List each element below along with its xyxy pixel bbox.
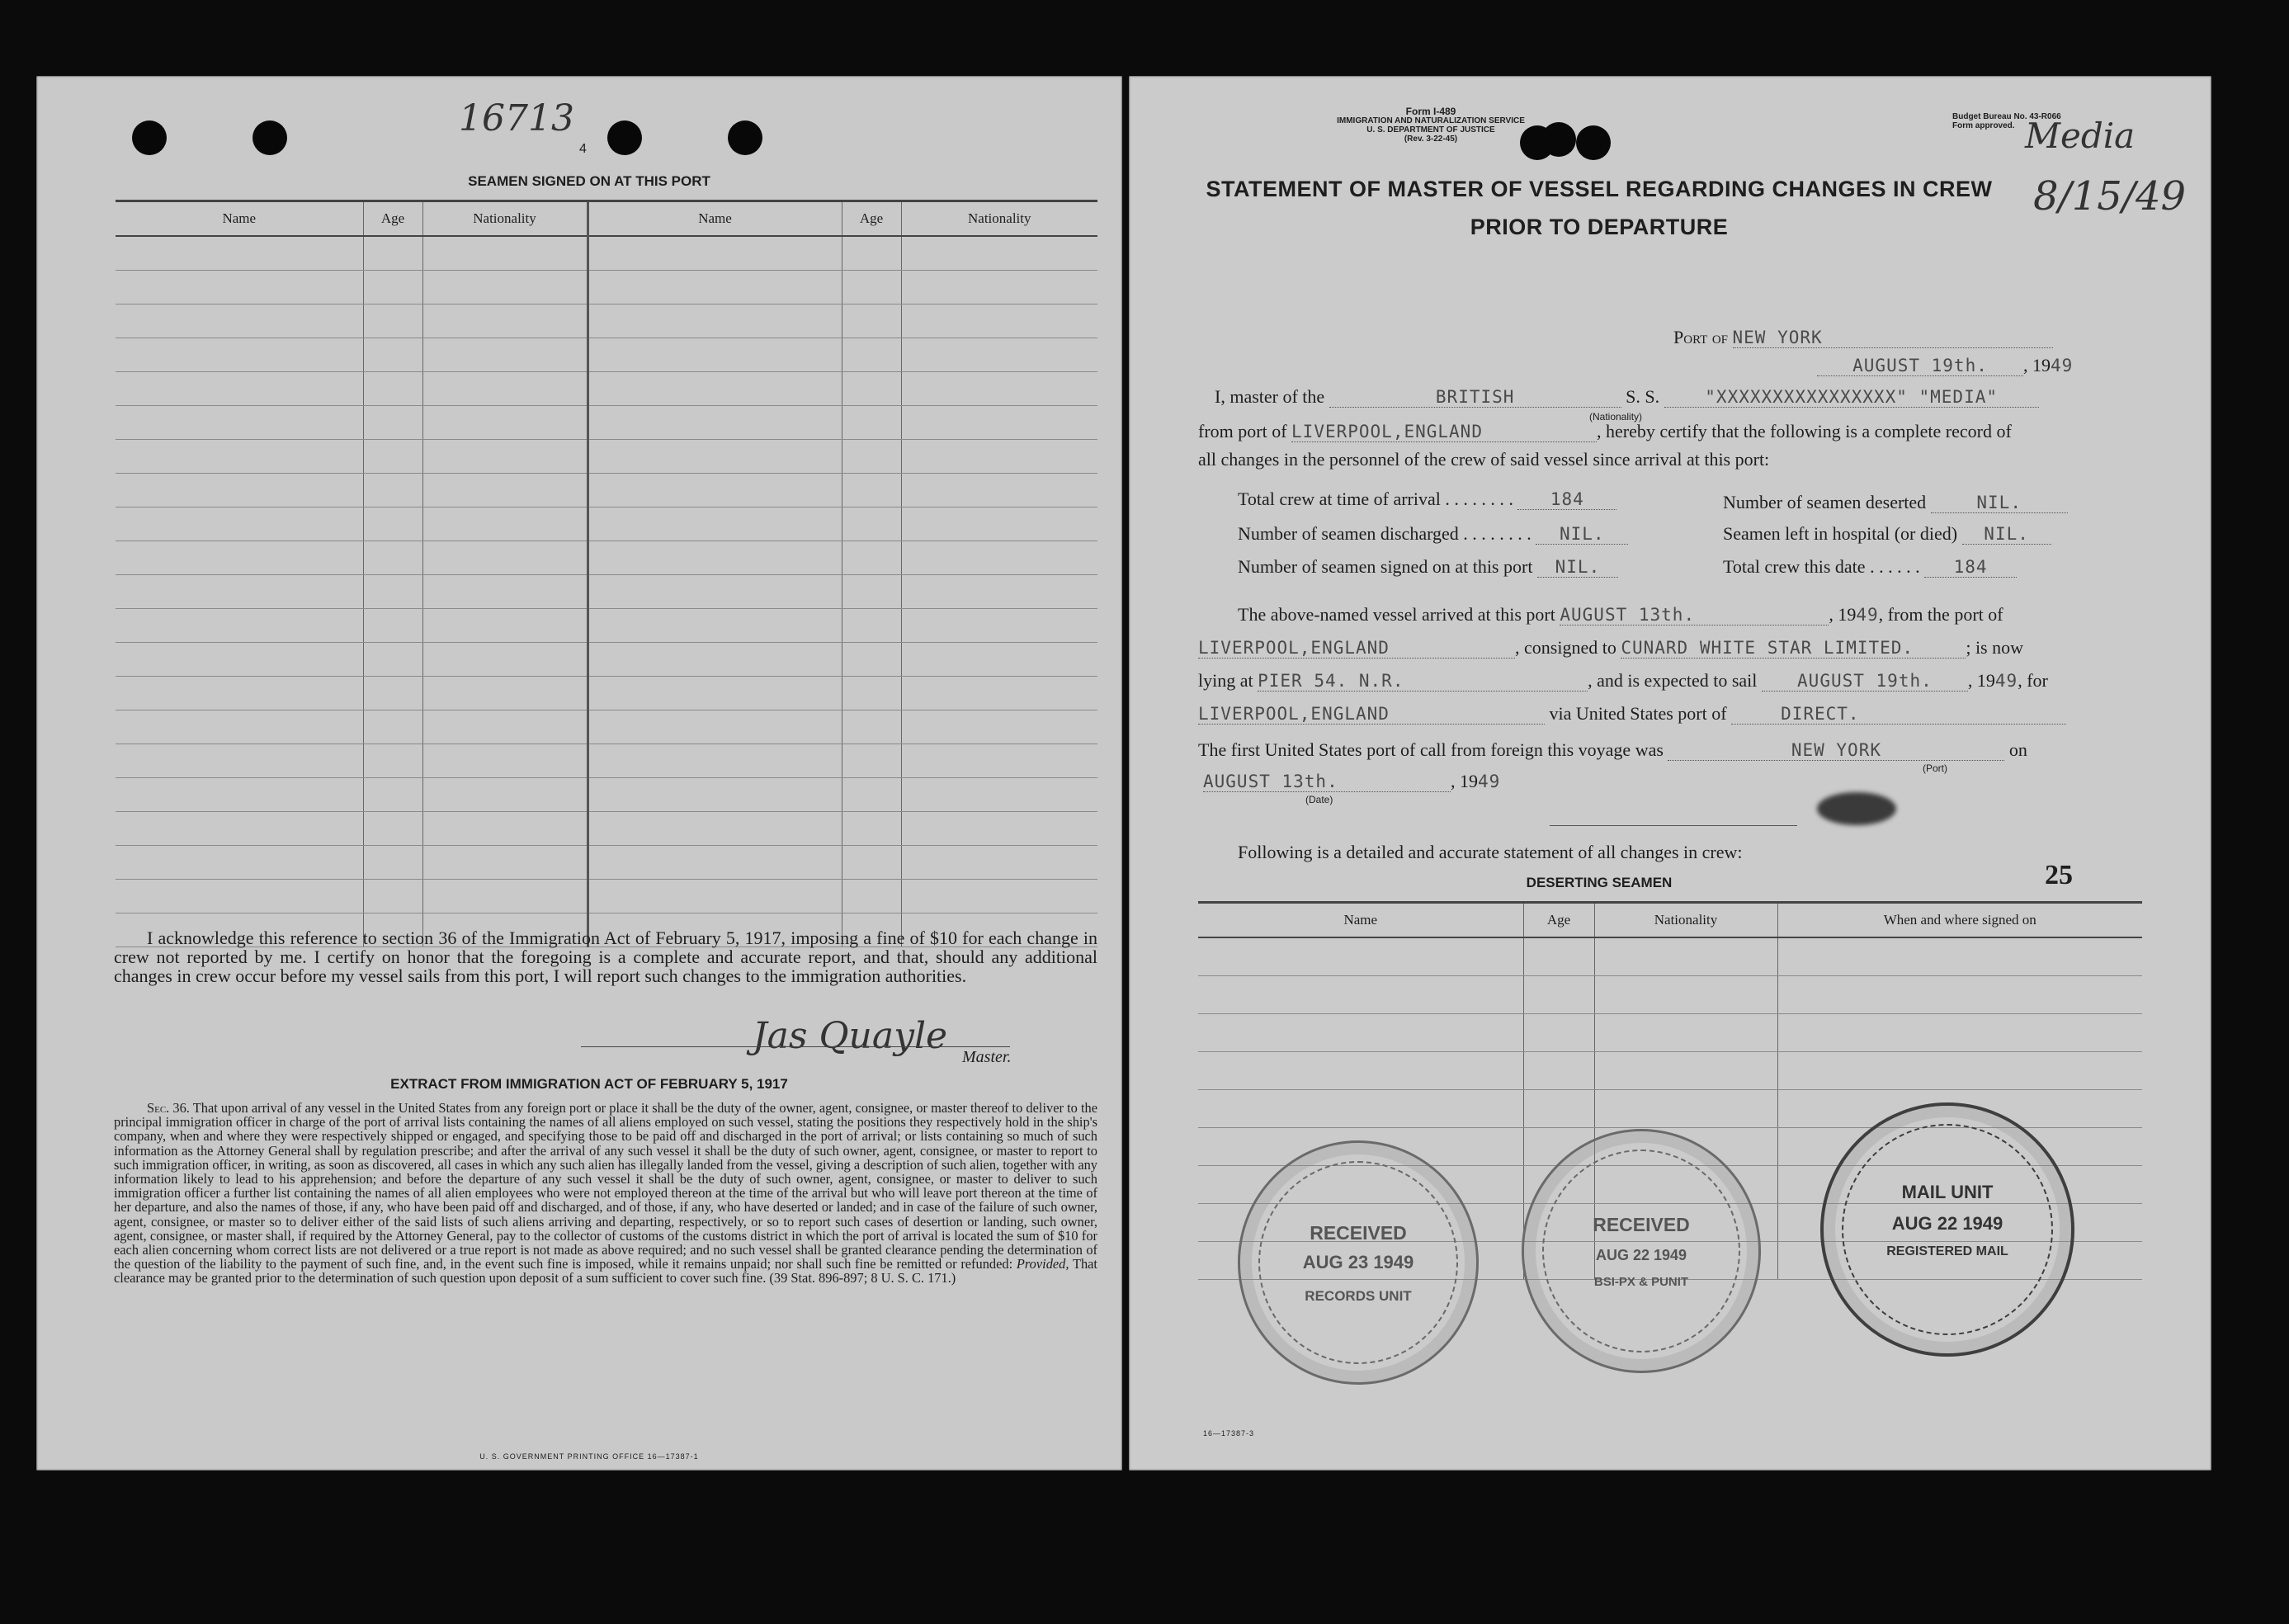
nationality-caption: (Nationality) xyxy=(1589,411,1643,423)
table-cell xyxy=(116,609,363,643)
table-cell xyxy=(901,744,1097,778)
table-cell xyxy=(588,406,842,440)
table-cell xyxy=(116,474,363,508)
stat-value: NIL. xyxy=(1536,524,1628,545)
column-header-nationality: Nationality xyxy=(1594,904,1777,937)
lying-at-label: lying at xyxy=(1198,670,1253,691)
stat-label: Number of seamen signed on at this port xyxy=(1238,556,1533,577)
first-port-row xyxy=(1198,739,2027,761)
table-row xyxy=(116,541,1097,575)
handwritten-date: 8/15/49 xyxy=(2033,173,2187,220)
stamp-line2: AUG 23 1949 xyxy=(1302,1252,1414,1272)
table-cell xyxy=(588,880,842,914)
seamen-signed-on-table xyxy=(116,202,1097,947)
year-prefix: 19 xyxy=(2032,355,2051,375)
right-page xyxy=(1129,76,2211,1471)
table-cell xyxy=(422,710,588,744)
table-cell xyxy=(1777,1052,2142,1090)
lying-row: lying at PIER 54. N.R. , and is expected to sail AUGUST 19th. , 1949, for xyxy=(1198,670,2048,691)
table-cell xyxy=(1777,976,2142,1014)
stat-label: Seamen left in hospital (or died) xyxy=(1723,523,1958,544)
table-cell xyxy=(1523,1052,1594,1090)
table-row xyxy=(116,846,1097,880)
table-row xyxy=(116,778,1097,812)
table-cell xyxy=(422,508,588,541)
table-row xyxy=(116,880,1097,914)
table-cell xyxy=(363,846,422,880)
date-value: AUGUST 19th. xyxy=(1817,356,2023,376)
signature-line xyxy=(581,1046,1010,1047)
table-cell xyxy=(363,440,422,474)
table-cell xyxy=(842,846,901,880)
table-row xyxy=(116,372,1097,406)
table-cell xyxy=(422,271,588,304)
form-revision: (Rev. 3-22-45) xyxy=(1404,135,1458,144)
table-row xyxy=(1198,1014,2142,1052)
table-cell xyxy=(116,440,363,474)
table-cell xyxy=(422,338,588,372)
year-suffix: 49 xyxy=(1856,605,1879,625)
destination-row xyxy=(1198,703,2066,725)
table-row xyxy=(116,271,1097,304)
table-cell xyxy=(116,846,363,880)
table-row xyxy=(116,406,1097,440)
table-cell xyxy=(901,474,1097,508)
table-cell xyxy=(588,812,842,846)
first-port-label: The first United States port of call from foreign this voyage was xyxy=(1198,739,1664,760)
table-cell xyxy=(363,778,422,812)
form-title-line2: PRIOR TO DEPARTURE xyxy=(1470,215,1729,239)
stat-value: NIL. xyxy=(1962,524,2051,545)
table-cell xyxy=(422,440,588,474)
table-cell xyxy=(842,643,901,677)
table-cell xyxy=(116,677,363,710)
table-row xyxy=(1198,1052,2142,1090)
certify-row: all changes in the personnel of the crew of said vessel since arrival at this port: xyxy=(1198,449,1770,470)
stat-signed-on xyxy=(1238,556,1618,578)
table-cell xyxy=(363,812,422,846)
expected-label: , and is expected to sail xyxy=(1588,670,1758,691)
column-header-name: Name xyxy=(116,202,363,236)
stamp-line2: AUG 22 1949 xyxy=(1595,1247,1687,1263)
extract-end: That clearance may be granted prior to the determination of such question upon deposit of a sum sufficient to cover such fine. xyxy=(114,1256,1097,1286)
short-rule xyxy=(1550,825,1797,826)
column-header-age: Age xyxy=(842,202,901,236)
table-cell xyxy=(842,710,901,744)
table-cell xyxy=(363,304,422,338)
master-row xyxy=(1215,386,2039,408)
first-date: AUGUST 13th. xyxy=(1203,772,1451,792)
table-cell xyxy=(901,508,1097,541)
table-cell xyxy=(901,812,1097,846)
on-label: on xyxy=(2008,739,2027,760)
column-header-name: Name xyxy=(588,202,842,236)
table-cell xyxy=(422,406,588,440)
stat-deserted xyxy=(1723,492,2068,513)
table-cell xyxy=(422,236,588,271)
stamp-line3: RECORDS UNIT xyxy=(1305,1288,1412,1304)
table-cell xyxy=(842,271,901,304)
table-cell xyxy=(116,778,363,812)
table-cell xyxy=(901,372,1097,406)
lying-at-value: PIER 54. N.R. xyxy=(1258,671,1588,692)
column-header-age: Age xyxy=(363,202,422,236)
table-cell xyxy=(588,372,842,406)
stat-label: Total crew this date xyxy=(1723,556,1866,577)
stat-label: Number of seamen deserted xyxy=(1723,492,1927,512)
stat-value: NIL. xyxy=(1537,557,1618,578)
stat-label: Total crew at time of arrival xyxy=(1238,489,1441,509)
stamp-line2: AUG 22 1949 xyxy=(1891,1213,2003,1234)
stamp-line1: RECEIVED xyxy=(1310,1222,1407,1244)
port-value: NEW YORK xyxy=(1733,328,2053,348)
table-cell xyxy=(116,575,363,609)
received-stamp xyxy=(1522,1129,1761,1373)
table-cell xyxy=(1594,1052,1777,1090)
table-cell xyxy=(1198,976,1523,1014)
printing-office: U. S. GOVERNMENT PRINTING OFFICE 16—17387-1 xyxy=(479,1452,699,1461)
stamp-line1: RECEIVED xyxy=(1593,1214,1690,1235)
table-cell xyxy=(901,236,1097,271)
via-port: DIRECT. xyxy=(1731,704,2066,725)
table-row xyxy=(116,609,1097,643)
table-cell xyxy=(588,575,842,609)
table-row xyxy=(116,508,1097,541)
arrived-date: AUGUST 13th. xyxy=(1560,605,1829,626)
table-cell xyxy=(588,710,842,744)
table-cell xyxy=(1594,937,1777,976)
handwritten-ship: Media xyxy=(2025,116,2136,156)
table-cell xyxy=(363,541,422,575)
nationality-value: BRITISH xyxy=(1329,387,1621,408)
table-cell xyxy=(363,236,422,271)
form-number: Form I-489 xyxy=(1405,106,1456,117)
table-cell xyxy=(422,846,588,880)
year-suffix: 49 xyxy=(1478,772,1501,791)
table-cell xyxy=(1594,1014,1777,1052)
table-cell xyxy=(842,880,901,914)
column-header-nationality: Nationality xyxy=(422,202,588,236)
table-row xyxy=(116,812,1097,846)
certify-text: , hereby certify that the following is a complete record of xyxy=(1597,421,2012,441)
from-port-label: from port of xyxy=(1198,421,1287,441)
table-cell xyxy=(901,406,1097,440)
extract-text xyxy=(114,1101,1097,1286)
table-cell xyxy=(422,372,588,406)
arrived-row: The above-named vessel arrived at this port AUGUST 13th. , 1949, from the port of xyxy=(1238,604,2003,625)
mail-unit-stamp xyxy=(1820,1102,2074,1357)
table-cell xyxy=(842,406,901,440)
first-date-row: AUGUST 13th. , 1949 xyxy=(1203,771,1501,791)
port-caption: (Port) xyxy=(1923,762,1947,774)
table-cell xyxy=(588,677,842,710)
table-cell xyxy=(588,609,842,643)
table-cell xyxy=(588,474,842,508)
table-cell xyxy=(588,338,842,372)
form-title-line1: STATEMENT OF MASTER OF VESSEL REGARDING CHANGES IN CREW xyxy=(1206,177,1993,201)
extract-citation: (39 Stat. 896-897; 8 U. S. C. 171.) xyxy=(769,1270,956,1286)
table-cell xyxy=(116,643,363,677)
from-port-value: LIVERPOOL,ENGLAND xyxy=(1291,422,1597,442)
deserting-title: DESERTING SEAMEN xyxy=(1526,875,1673,890)
table-row xyxy=(116,677,1097,710)
table-row xyxy=(116,710,1097,744)
table-cell xyxy=(363,643,422,677)
table-row xyxy=(1198,937,2142,976)
table-cell xyxy=(1523,937,1594,976)
punch-hole xyxy=(132,120,167,155)
table-cell xyxy=(422,812,588,846)
table-cell xyxy=(842,812,901,846)
arrived-label: The above-named vessel arrived at this port xyxy=(1238,604,1555,625)
table-cell xyxy=(842,609,901,643)
handwritten-number: 16713 xyxy=(459,97,574,139)
table-row xyxy=(116,304,1097,338)
ink-smudge xyxy=(1817,792,1896,825)
table-cell xyxy=(901,643,1097,677)
form-block xyxy=(1200,107,1662,144)
form-approved: Form approved. xyxy=(1952,121,2015,130)
extract-provided: Provided, xyxy=(1016,1256,1069,1272)
year-suffix: 49 xyxy=(1994,671,2018,691)
table-row xyxy=(116,440,1097,474)
table-cell xyxy=(363,710,422,744)
table-cell xyxy=(901,778,1097,812)
table-cell xyxy=(363,609,422,643)
table-cell xyxy=(422,880,588,914)
deserting-number: 25 xyxy=(2045,860,2073,890)
table-cell xyxy=(842,372,901,406)
consigned-label: , consigned to xyxy=(1515,637,1616,658)
table-cell xyxy=(116,271,363,304)
table-cell xyxy=(588,541,842,575)
table-row xyxy=(116,474,1097,508)
table-cell xyxy=(363,508,422,541)
column-header-signed-on: When and where signed on xyxy=(1777,904,2142,937)
ss-label: S. S. xyxy=(1626,386,1660,407)
table-cell xyxy=(363,575,422,609)
stat-discharged: Number of seamen discharged . . . . . . . . NIL. xyxy=(1238,523,1628,545)
table-cell xyxy=(842,677,901,710)
signed-on-title: SEAMEN SIGNED ON AT THIS PORT xyxy=(468,173,710,189)
table-cell xyxy=(363,271,422,304)
table-cell xyxy=(842,541,901,575)
table-cell xyxy=(1198,937,1523,976)
received-stamp xyxy=(1238,1140,1479,1385)
table-cell xyxy=(116,338,363,372)
table-cell xyxy=(422,643,588,677)
from-the-port-label: , from the port of xyxy=(1878,604,2003,625)
table-row xyxy=(116,338,1097,372)
table-cell xyxy=(588,304,842,338)
table-cell xyxy=(422,744,588,778)
table-cell xyxy=(901,880,1097,914)
table-cell xyxy=(1523,976,1594,1014)
first-port: NEW YORK xyxy=(1668,740,2004,761)
column-header-nationality: Nationality xyxy=(901,202,1097,236)
table-cell xyxy=(116,304,363,338)
stat-value: NIL. xyxy=(1931,493,2068,513)
table-cell xyxy=(363,744,422,778)
table-cell xyxy=(1594,1090,1777,1128)
table-cell xyxy=(901,271,1097,304)
form-agency: IMMIGRATION AND NATURALIZATION SERVICE xyxy=(1337,116,1525,125)
table-cell xyxy=(1594,976,1777,1014)
table-cell xyxy=(116,508,363,541)
table-cell xyxy=(363,677,422,710)
table-cell xyxy=(363,880,422,914)
year-prefix: 19 xyxy=(1976,670,1995,691)
table-cell xyxy=(901,440,1097,474)
table-cell xyxy=(363,372,422,406)
page-number: 4 xyxy=(579,142,587,156)
budget-number: Budget Bureau No. 43-R066 xyxy=(1952,112,2061,121)
printing-code: 16—17387-3 xyxy=(1203,1429,1255,1438)
table-cell xyxy=(422,541,588,575)
sail-date: AUGUST 19th. xyxy=(1762,671,1968,692)
extract-section-label: Sec. 36. xyxy=(147,1100,190,1116)
table-cell xyxy=(588,846,842,880)
table-cell xyxy=(901,575,1097,609)
table-cell xyxy=(422,304,588,338)
master-signature: Jas Quayle xyxy=(753,1015,948,1057)
table-cell xyxy=(901,541,1097,575)
ship-name: "XXXXXXXXXXXXXXXX" "MEDIA" xyxy=(1664,387,2039,408)
extract-body: That upon arrival of any vessel in the United States from any foreign port or place it shall be the duty of the owner, agent, consignee, or master thereof to deliver to the principal immigration officer in charge of the port of arrival lists containing the names of all aliens employed on such vessel, stating the positions they respectively hold in the ship's company, when and where they were respectively shipped or engaged, and specifying those to be paid off and discharged in the port of arrival; or lists containing so much of such information as the Attorney General shall by regulation prescribe; and after the arrival of any such vessel it shall be the duty of such owner, agent, consignee, or master to report to such immigration officer, in writing, as soon as discovered, all cases in which any such alien has illegally landed from the vessel, giving a description of such alien, together with any information likely to lead to his apprehension; and before the departure of any such vessel it shall be the duty of such owner, agent, consignee, or master to deliver to such immigration officer a further list containing the names of all alien employees who were not employed thereon at the time of the arrival but who will leave port thereon at the time of her departure, and also the names of those, if any, who have been paid off and discharged, and of those, if any, who have deserted or landed; and in case of the failure of such owner, agent, consignee, or master so to deliver either of the said lists of such aliens arriving and departing, respectively, or so to report such cases of desertion or landing, such owner, agent, consignee, or master shall, if required by the Attorney General, pay to the collector of customs of the customs district in which the port of arrival is located the sum of $10 for each alien concerning whom correct lists are not delivered or a true report is not made as above required; and no such vessel shall be granted clearance pending the determination of the question of the liability to the payment of such fine, and, in the event such fine is imposed, while it remains unpaid; nor shall such fine be remitted or refunded: xyxy=(114,1100,1097,1272)
arrived-from: LIVERPOOL,ENGLAND xyxy=(1198,638,1515,659)
table-cell xyxy=(901,338,1097,372)
table-cell xyxy=(116,236,363,271)
table-cell xyxy=(422,575,588,609)
table-cell xyxy=(901,609,1097,643)
table-cell xyxy=(588,236,842,271)
table-row xyxy=(116,744,1097,778)
master-of-label: I, master of the xyxy=(1215,386,1325,407)
table-cell xyxy=(588,643,842,677)
via-label: via United States port of xyxy=(1549,703,1727,724)
year-prefix: 19 xyxy=(1460,771,1478,791)
table-cell xyxy=(588,440,842,474)
stat-hospital xyxy=(1723,523,2051,545)
table-cell xyxy=(1198,1052,1523,1090)
destination: LIVERPOOL,ENGLAND xyxy=(1198,704,1545,725)
year-prefix: 19 xyxy=(1838,604,1857,625)
table-cell xyxy=(1777,1014,2142,1052)
table-cell xyxy=(422,778,588,812)
consignee: CUNARD WHITE STAR LIMITED. xyxy=(1621,638,1966,659)
table-cell xyxy=(116,406,363,440)
table-cell xyxy=(1198,1014,1523,1052)
table-row xyxy=(116,575,1097,609)
date-row: AUGUST 19th. , 1949 xyxy=(1817,355,2073,376)
table-cell xyxy=(901,710,1097,744)
following-text: Following is a detailed and accurate statement of all changes in crew: xyxy=(1238,842,1743,862)
table-cell xyxy=(116,812,363,846)
table-row xyxy=(1198,976,2142,1014)
table-cell xyxy=(842,338,901,372)
table-cell xyxy=(422,474,588,508)
stamp-line3: BSI-PX & PUNIT xyxy=(1593,1275,1689,1289)
table-cell xyxy=(842,474,901,508)
table-cell xyxy=(901,846,1097,880)
table-cell xyxy=(842,778,901,812)
table-cell xyxy=(116,372,363,406)
column-header-name: Name xyxy=(1198,904,1523,937)
table-row xyxy=(116,643,1097,677)
table-cell xyxy=(1523,1090,1594,1128)
table-cell xyxy=(842,440,901,474)
table-cell xyxy=(842,236,901,271)
table-cell xyxy=(901,677,1097,710)
table-cell xyxy=(842,575,901,609)
table-cell xyxy=(422,609,588,643)
column-header-age: Age xyxy=(1523,904,1594,937)
table-cell xyxy=(588,778,842,812)
table-cell xyxy=(363,338,422,372)
stat-value: 184 xyxy=(1517,489,1616,510)
table-cell xyxy=(842,744,901,778)
punch-hole xyxy=(728,120,762,155)
form-department: U. S. DEPARTMENT OF JUSTICE xyxy=(1366,125,1495,135)
stat-total-today: Total crew this date . . . . . . 184 xyxy=(1723,556,2017,578)
punch-hole xyxy=(252,120,287,155)
master-label: Master. xyxy=(962,1048,1012,1066)
table-cell xyxy=(363,474,422,508)
left-page xyxy=(36,76,1122,1471)
table-cell xyxy=(842,508,901,541)
stamp-line3: REGISTERED MAIL xyxy=(1886,1244,2008,1258)
is-now-label: ; is now xyxy=(1966,637,2024,658)
year-suffix: 49 xyxy=(2051,356,2074,375)
table-cell xyxy=(588,744,842,778)
table-cell xyxy=(116,880,363,914)
stat-label: Number of seamen discharged xyxy=(1238,523,1459,544)
acknowledgment-text: I acknowledge this reference to section 36 of the Immigration Act of February 5, 1917, imposing a fine of $10 for each change in crew not reported by me. I certify on honor that the foregoing is a complete and accurate report, and that, should any additional changes in crew occur before my vessel sails from this port, I will report such changes to the immigration authorities. xyxy=(114,928,1097,986)
table-cell xyxy=(1198,1090,1523,1128)
table-cell xyxy=(1777,937,2142,976)
table-cell xyxy=(116,744,363,778)
port-label: Port of xyxy=(1673,327,1729,347)
table-row xyxy=(116,236,1097,271)
table-cell xyxy=(363,406,422,440)
table-cell xyxy=(842,304,901,338)
stat-total-arrival: Total crew at time of arrival . . . . . . . . 184 xyxy=(1238,489,1616,510)
table-cell xyxy=(116,710,363,744)
table-cell xyxy=(116,541,363,575)
table-cell xyxy=(1523,1014,1594,1052)
extract-title: EXTRACT FROM IMMIGRATION ACT OF FEBRUARY 5, 1917 xyxy=(390,1076,788,1092)
stamp-line1: MAIL UNIT xyxy=(1901,1182,1994,1202)
table-cell xyxy=(901,304,1097,338)
from-port-row xyxy=(1198,421,2012,442)
for-label: , for xyxy=(2018,670,2048,691)
punch-hole xyxy=(607,120,642,155)
stat-value: 184 xyxy=(1924,557,2017,578)
table-cell xyxy=(588,271,842,304)
date-caption: (Date) xyxy=(1305,794,1333,805)
consigned-row xyxy=(1198,637,2023,659)
table-cell xyxy=(422,677,588,710)
port-row xyxy=(1673,327,2053,348)
table-cell xyxy=(588,508,842,541)
